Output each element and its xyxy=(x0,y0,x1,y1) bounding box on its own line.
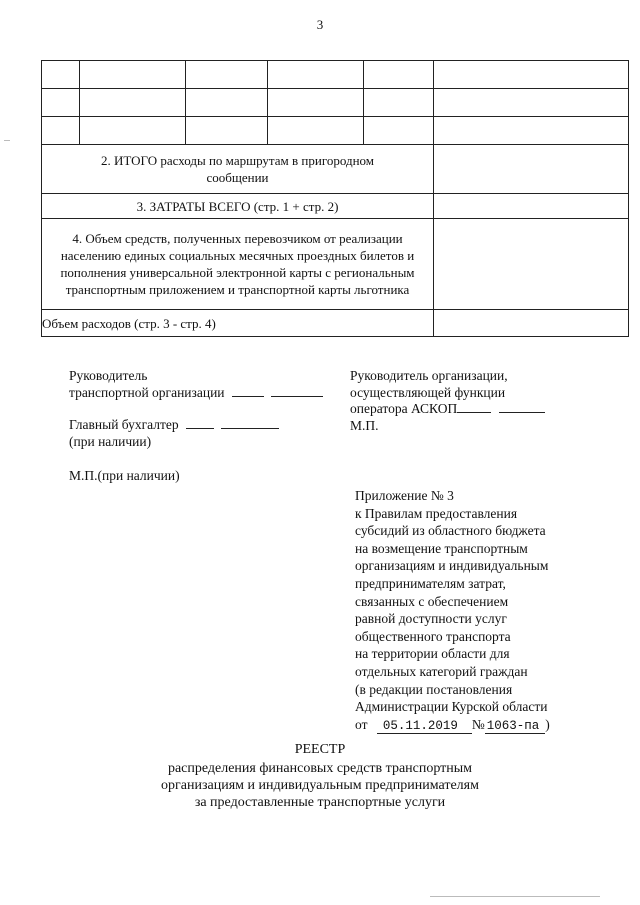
zatraty-label: 3. ЗАТРАТЫ ВСЕГО (стр. 1 + стр. 2) xyxy=(42,194,434,219)
table-cell xyxy=(80,89,186,117)
registry-title: РЕЕСТР xyxy=(294,742,346,757)
registry-subtitle-1: распределения финансовых средств транспортным xyxy=(167,761,473,776)
obem-rashodov-value xyxy=(434,310,629,337)
table-cell xyxy=(364,61,434,89)
signature-line xyxy=(271,384,323,397)
appendix-line: субсидий из областного бюджета xyxy=(355,523,546,539)
chief-accountant-row xyxy=(69,416,279,433)
table-cell xyxy=(434,61,629,89)
obem-sredstv-label: 4. Объем средств, полученных перевозчиком от реализации населению единых социальных месячных проездных билетов и пополнения универсальной электронной карты с региональным транспортным приложением и транспортной карты льготника xyxy=(42,219,434,310)
appendix-line: предпринимателям затрат, xyxy=(355,575,506,591)
table-cell xyxy=(268,89,364,117)
right-head-title-3: оператора АСКОП xyxy=(350,401,458,416)
table-cell xyxy=(42,117,80,145)
table-cell xyxy=(42,89,80,117)
table-cell xyxy=(80,117,186,145)
signature-line xyxy=(499,400,545,413)
scan-artifact xyxy=(4,140,10,141)
table-cell xyxy=(186,89,268,117)
number-label: № xyxy=(471,716,485,732)
table-cell xyxy=(434,89,629,117)
appendix-block xyxy=(355,487,550,735)
table-row-obem-sredstv xyxy=(42,219,629,310)
table-row xyxy=(42,117,629,145)
appendix-line: связанных с обеспечением xyxy=(355,593,509,609)
appendix-line: Приложение № 3 xyxy=(355,488,454,503)
obem-rashodov-label: Объем расходов (стр. 3 - стр. 4) xyxy=(42,310,434,337)
table-cell xyxy=(186,117,268,145)
from-label: от xyxy=(355,716,368,732)
right-head-title-3-row xyxy=(350,400,545,417)
appendix-line: равной доступности услуг xyxy=(355,611,507,627)
right-head-title-1: Руководитель организации, xyxy=(350,368,508,383)
expenses-table xyxy=(41,60,629,337)
right-head-title-2: осуществляющей функции xyxy=(350,385,506,400)
table-cell xyxy=(80,61,186,89)
decree-number: 1063-па xyxy=(485,719,546,734)
registry-subtitle-2: организациям и индивидуальным предпринимателям xyxy=(161,778,479,793)
table-row xyxy=(42,61,629,89)
appendix-line: отдельных категорий граждан xyxy=(355,663,528,679)
signature-line xyxy=(221,416,279,429)
appendix-date-row: от 05.11.2019 № 1063-па ) xyxy=(355,716,550,733)
table-row-obem-rashodov xyxy=(42,310,629,337)
decree-date: 05.11.2019 xyxy=(377,719,472,734)
chief-accountant-label: Главный бухгалтер xyxy=(69,417,179,432)
stamp-left: М.П.(при наличии) xyxy=(69,468,180,483)
appendix-line: на территории области для xyxy=(355,646,510,662)
obem-sredstv-value xyxy=(434,219,629,310)
table-row xyxy=(42,89,629,117)
registry-subtitle-3: за предоставленные транспортные услуги xyxy=(194,795,446,810)
appendix-line: общественного транспорта xyxy=(355,628,511,644)
itogo-value xyxy=(434,145,629,194)
appendix-line: к Правилам предоставления xyxy=(355,505,518,521)
signature-line xyxy=(457,400,491,413)
appendix-line: организациям и индивидуальным xyxy=(355,558,549,574)
left-head-title-2-row xyxy=(69,384,323,401)
table-cell xyxy=(268,61,364,89)
appendix-line: Администрации Курской области xyxy=(355,699,548,715)
appendix-line: (в редакции постановления xyxy=(355,681,513,697)
scan-artifact xyxy=(430,896,600,897)
table-cell xyxy=(186,61,268,89)
signature-line xyxy=(232,384,264,397)
table-cell xyxy=(434,117,629,145)
table-row-itogo xyxy=(42,145,629,194)
signature-line xyxy=(186,416,214,429)
table-cell xyxy=(364,117,434,145)
table-row-zatraty xyxy=(42,194,629,219)
left-head-title-1: Руководитель xyxy=(69,368,148,383)
itogo-label: 2. ИТОГО расходы по маршрутам в пригородном сообщении xyxy=(42,145,434,194)
stamp-right: М.П. xyxy=(350,418,379,433)
page-number: 3 xyxy=(316,17,324,32)
table-cell xyxy=(42,61,80,89)
appendix-line: на возмещение транспортным xyxy=(355,540,528,556)
table-cell xyxy=(268,117,364,145)
table-cell xyxy=(364,89,434,117)
left-head-title-2: транспортной организации xyxy=(69,385,225,400)
zatraty-value xyxy=(434,194,629,219)
if-any-note: (при наличии) xyxy=(69,434,152,449)
